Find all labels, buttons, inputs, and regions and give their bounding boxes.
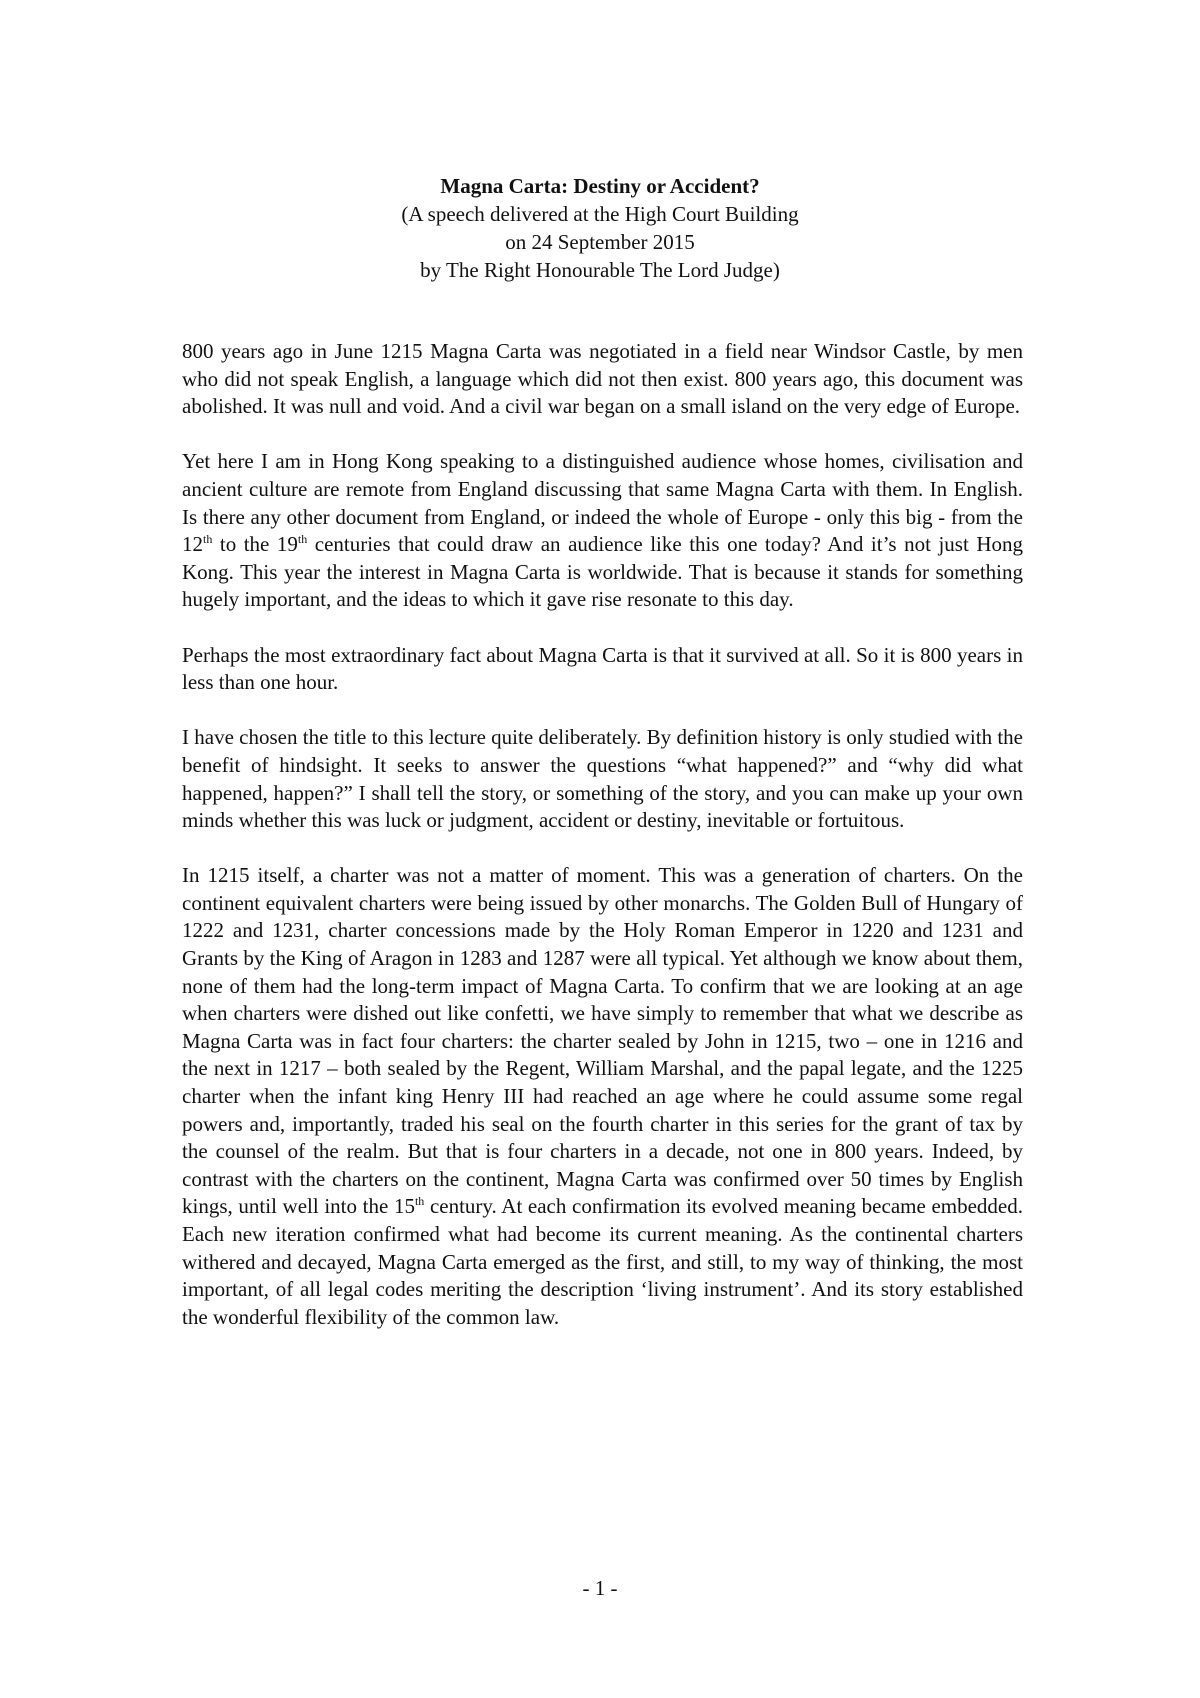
superscript: th (203, 532, 213, 547)
paragraph-text: century. At each confirmation its evolved meaning became embedded. Each new iteration confirmed what had become its current meaning. As the continental charters withered and decayed, Magna Carta emerged as the first, and still, to my way of thinking, the most important, of all legal codes meriting the description ‘living instrument’. And its story established the wonderful flexibility of the common law. (182, 1194, 1023, 1329)
paragraph-3: Perhaps the most extraordinary fact about Magna Carta is that it survived at all. So it is 800 years in less than one hour. (182, 642, 1023, 695)
document-title: Magna Carta: Destiny or Accident? (440, 174, 760, 198)
superscript: th (297, 532, 308, 547)
document-body (182, 338, 1023, 1359)
page-number: - 1 - (582, 1576, 618, 1600)
paragraph-text: to the 19 (212, 532, 298, 557)
paragraph-text: Yet here I am in Hong Kong speaking to a distinguished audience whose homes, civilisation and ancient culture are remote from England discussing that same Magna Carta with them. In English. Is there any other document from England, or indeed the whole of Europe - only this big - from the 12 (182, 449, 1023, 557)
subtitle-line: (A speech delivered at the High Court Building (401, 202, 799, 226)
paragraph-text: centuries that could draw an audience like this one today? And it’s not just Hong Kong. This year the interest in Magna Carta is worldwide. That is because it stands for something hugely important, and the ideas to which it gave rise resonate to this day. (182, 532, 1023, 612)
paragraph-text: In 1215 itself, a charter was not a matter of moment. This was a generation of charters. On the continent equivalent charters were being issued by other monarchs. The Golden Bull of Hungary of 1222 and 1231, charter concessions made by the Holy Roman Emperor in 1220 and 1231 and Grants by the King of Aragon in 1283 and 1287 were all typical. Yet although we know about them, none of them had the long-term impact of Magna Carta. To confirm that we are looking at an age when charters were dished out like confetti, we have simply to remember that what we describe as Magna Carta was in fact four charters: the charter sealed by John in 1215, two – one in 1216 and the next in 1217 – both sealed by the Regent, William Marshal, and the papal legate, and the 1225 charter when the infant king Henry III had reached an age where he could assume some regal powers and, importantly, traded his seal on the fourth charter in this series for the grant of tax by the counsel of the realm. But that is four charters in a decade, not one in 800 years. Indeed, by contrast with the charters on the continent, Magna Carta was confirmed over 50 times by English kings, until well into the 15 (182, 863, 1023, 1219)
subtitle-line: on 24 September 2015 (505, 230, 695, 254)
document-heading (0, 172, 1200, 284)
paragraph-2 (182, 448, 1023, 614)
subtitle-line: by The Right Honourable The Lord Judge) (420, 258, 780, 282)
paragraph-4: I have chosen the title to this lecture quite deliberately. By definition history is only studied with the benefit of hindsight. It seeks to answer the questions “what happened?” and “why did what happened, happen?” I shall tell the story, or something of the story, and you can make up your own minds whether this was luck or judgment, accident or destiny, inevitable or fortuitous. (182, 725, 1023, 833)
superscript: th (414, 1194, 425, 1209)
paragraph-1: 800 years ago in June 1215 Magna Carta was negotiated in a field near Windsor Castle, by men who did not speak English, a language which did not then exist. 800 years ago, this document was abolished. It was null and void. And a civil war began on a small island on the very edge of Europe. (182, 339, 1023, 419)
paragraph-5 (182, 862, 1023, 1331)
